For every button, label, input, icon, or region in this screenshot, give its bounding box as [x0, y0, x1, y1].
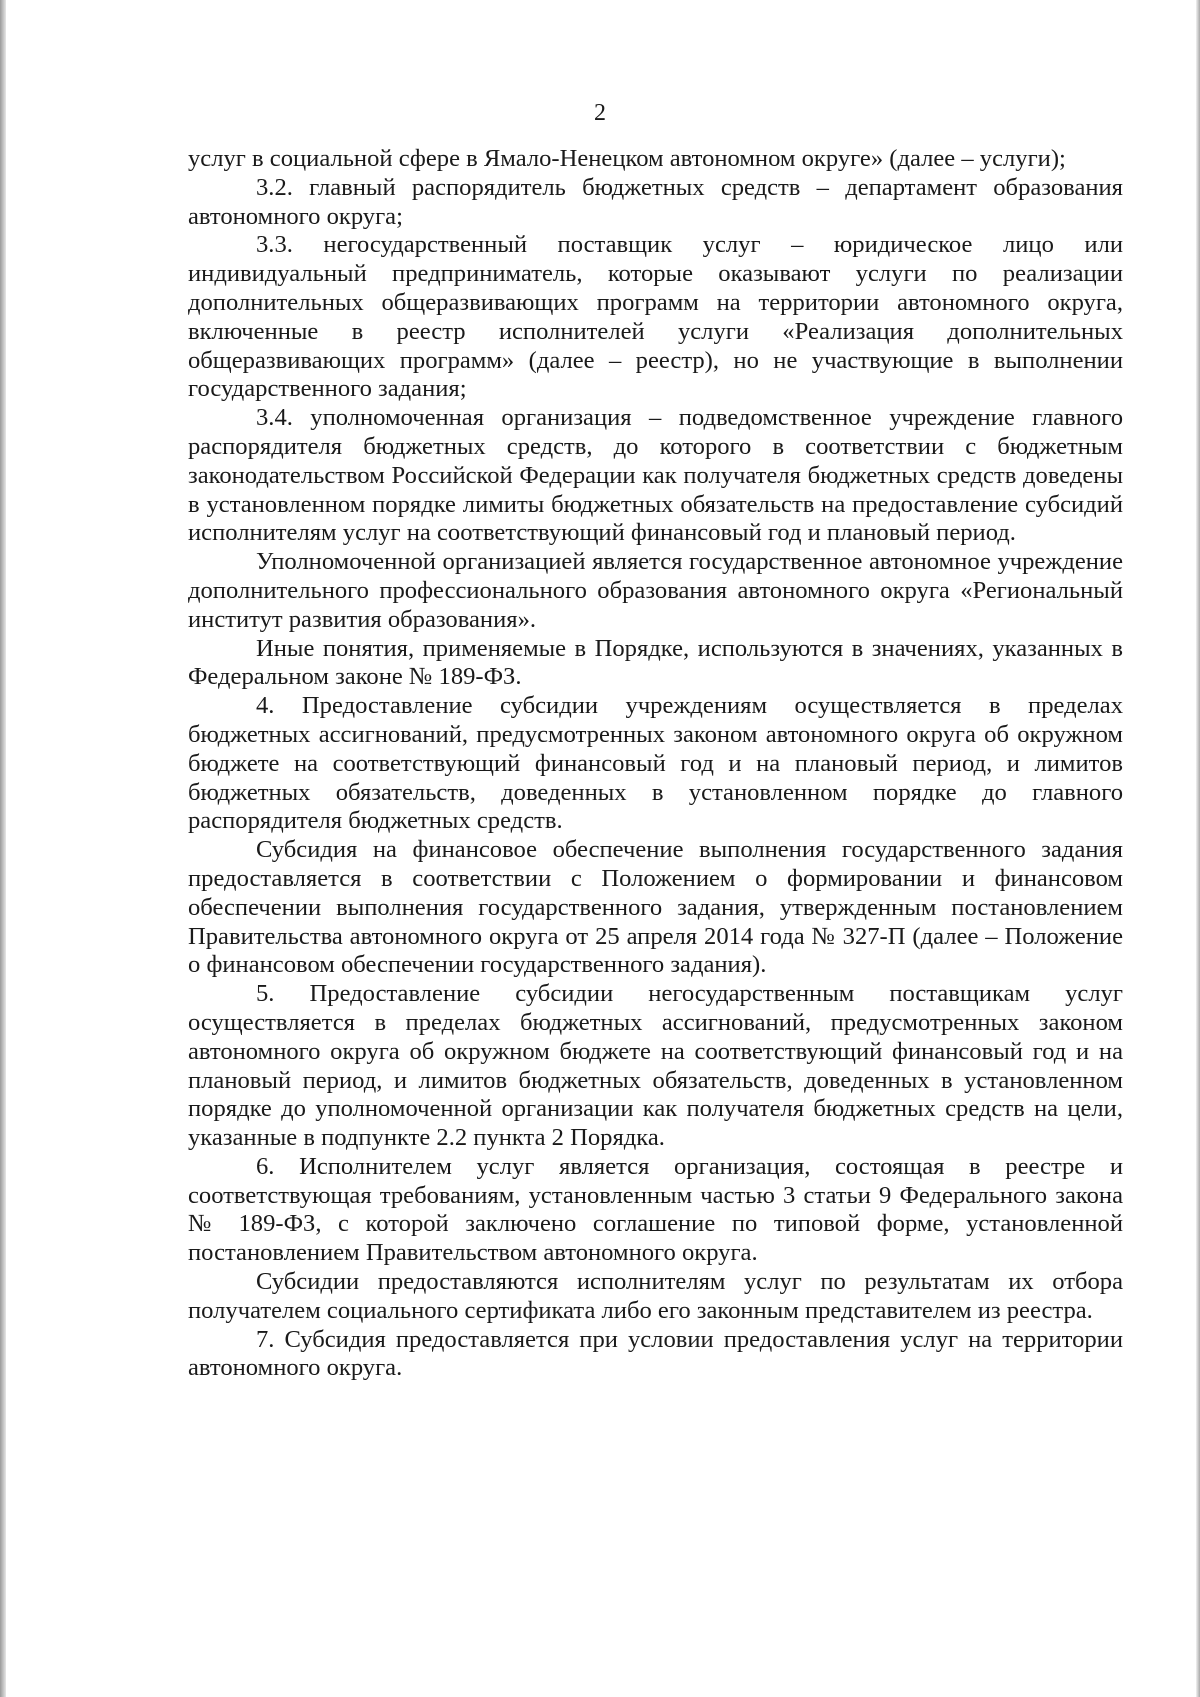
paragraph-3-3: 3.3. негосударственный поставщик услуг – юридическое лицо или индивидуальный предприниматель, которые оказывают услуги по реализации дополнительных общеразвивающих программ на территории автономного округа, включенные в реестр исполнителей услуги «Реализация дополнительных общеразвивающих программ» (далее – реестр), но не участвующие в выполнении государственного задания; — [188, 231, 1123, 403]
paragraph-other-terms: Иные понятия, применяемые в Порядке, используются в значениях, указанных в Федеральном законе № 189-ФЗ. — [188, 634, 1123, 691]
paragraph-3-4: 3.4. уполномоченная организация – подведомственное учреждение главного распорядителя бюджетных средств, до которого в соответствии с бюджетным законодательством Российской Федерации как получателя бюджетных средств доведены в установленном порядке лимиты бюджетных обязательств на предоставление субсидий исполнителям услуг на соответствующий финансовый год и плановый период. — [188, 404, 1123, 547]
paragraph-continuation: услуг в социальной сфере в Ямало-Ненецком автономном округе» (далее – услуги); — [188, 145, 1066, 172]
document-body — [188, 145, 1123, 1383]
scan-left-edge — [0, 0, 6, 1697]
paragraph-3-2: 3.2. главный распорядитель бюджетных средств – департамент образования автономного округа; — [188, 173, 1123, 230]
page-number: 2 — [594, 100, 606, 126]
paragraph-4: 4. Предоставление субсидии учреждениям осуществляется в пределах бюджетных ассигнований, предусмотренных законом автономного округа об окружном бюджете на соответствующий финансовый год и на плановый период, и лимитов бюджетных обязательств, доведенных в установленном порядке до главного распорядителя бюджетных средств. — [188, 692, 1123, 835]
paragraph-authorized-org: Уполномоченной организацией является государственное автономное учреждение дополнительного профессионального образования автономного округа «Региональный институт развития образования». — [188, 548, 1123, 633]
paragraph-7: 7. Субсидия предоставляется при условии предоставления услуг на территории автономного округа. — [188, 1325, 1123, 1382]
paragraph-6: 6. Исполнителем услуг является организация, состоящая в реестре и соответствующая требованиям, установленным частью 3 статьи 9 Федерального закона № 189-ФЗ, с которой заключено соглашение по типовой форме, установленной постановлением Правительством автономного округа. — [188, 1152, 1123, 1267]
paragraph-subsidies-selection: Субсидии предоставляются исполнителям услуг по результатам их отбора получателем социального сертификата либо его законным представителем из реестра. — [188, 1268, 1123, 1324]
paragraph-state-task-subsidy: Субсидия на финансовое обеспечение выполнения государственного задания предоставляется в соответствии с Положением о формировании и финансовом обеспечении выполнения государственного задания, утвержденным постановлением Правительства автономного округа от 25 апреля 2014 года № 327-П (далее – Положение о финансовом обеспечении государственного задания). — [188, 836, 1123, 979]
paragraph-5: 5. Предоставление субсидии негосударственным поставщикам услуг осуществляется в пределах бюджетных ассигнований, предусмотренных законом автономного округа об окружном бюджете на соответствующий финансовый год и на плановый период, и лимитов бюджетных обязательств, доведенных в установленном порядке до уполномоченной организации как получателя бюджетных средств на цели, указанные в подпункте 2.2 пункта 2 Порядка. — [188, 980, 1123, 1152]
scan-right-edge — [1196, 0, 1200, 1697]
